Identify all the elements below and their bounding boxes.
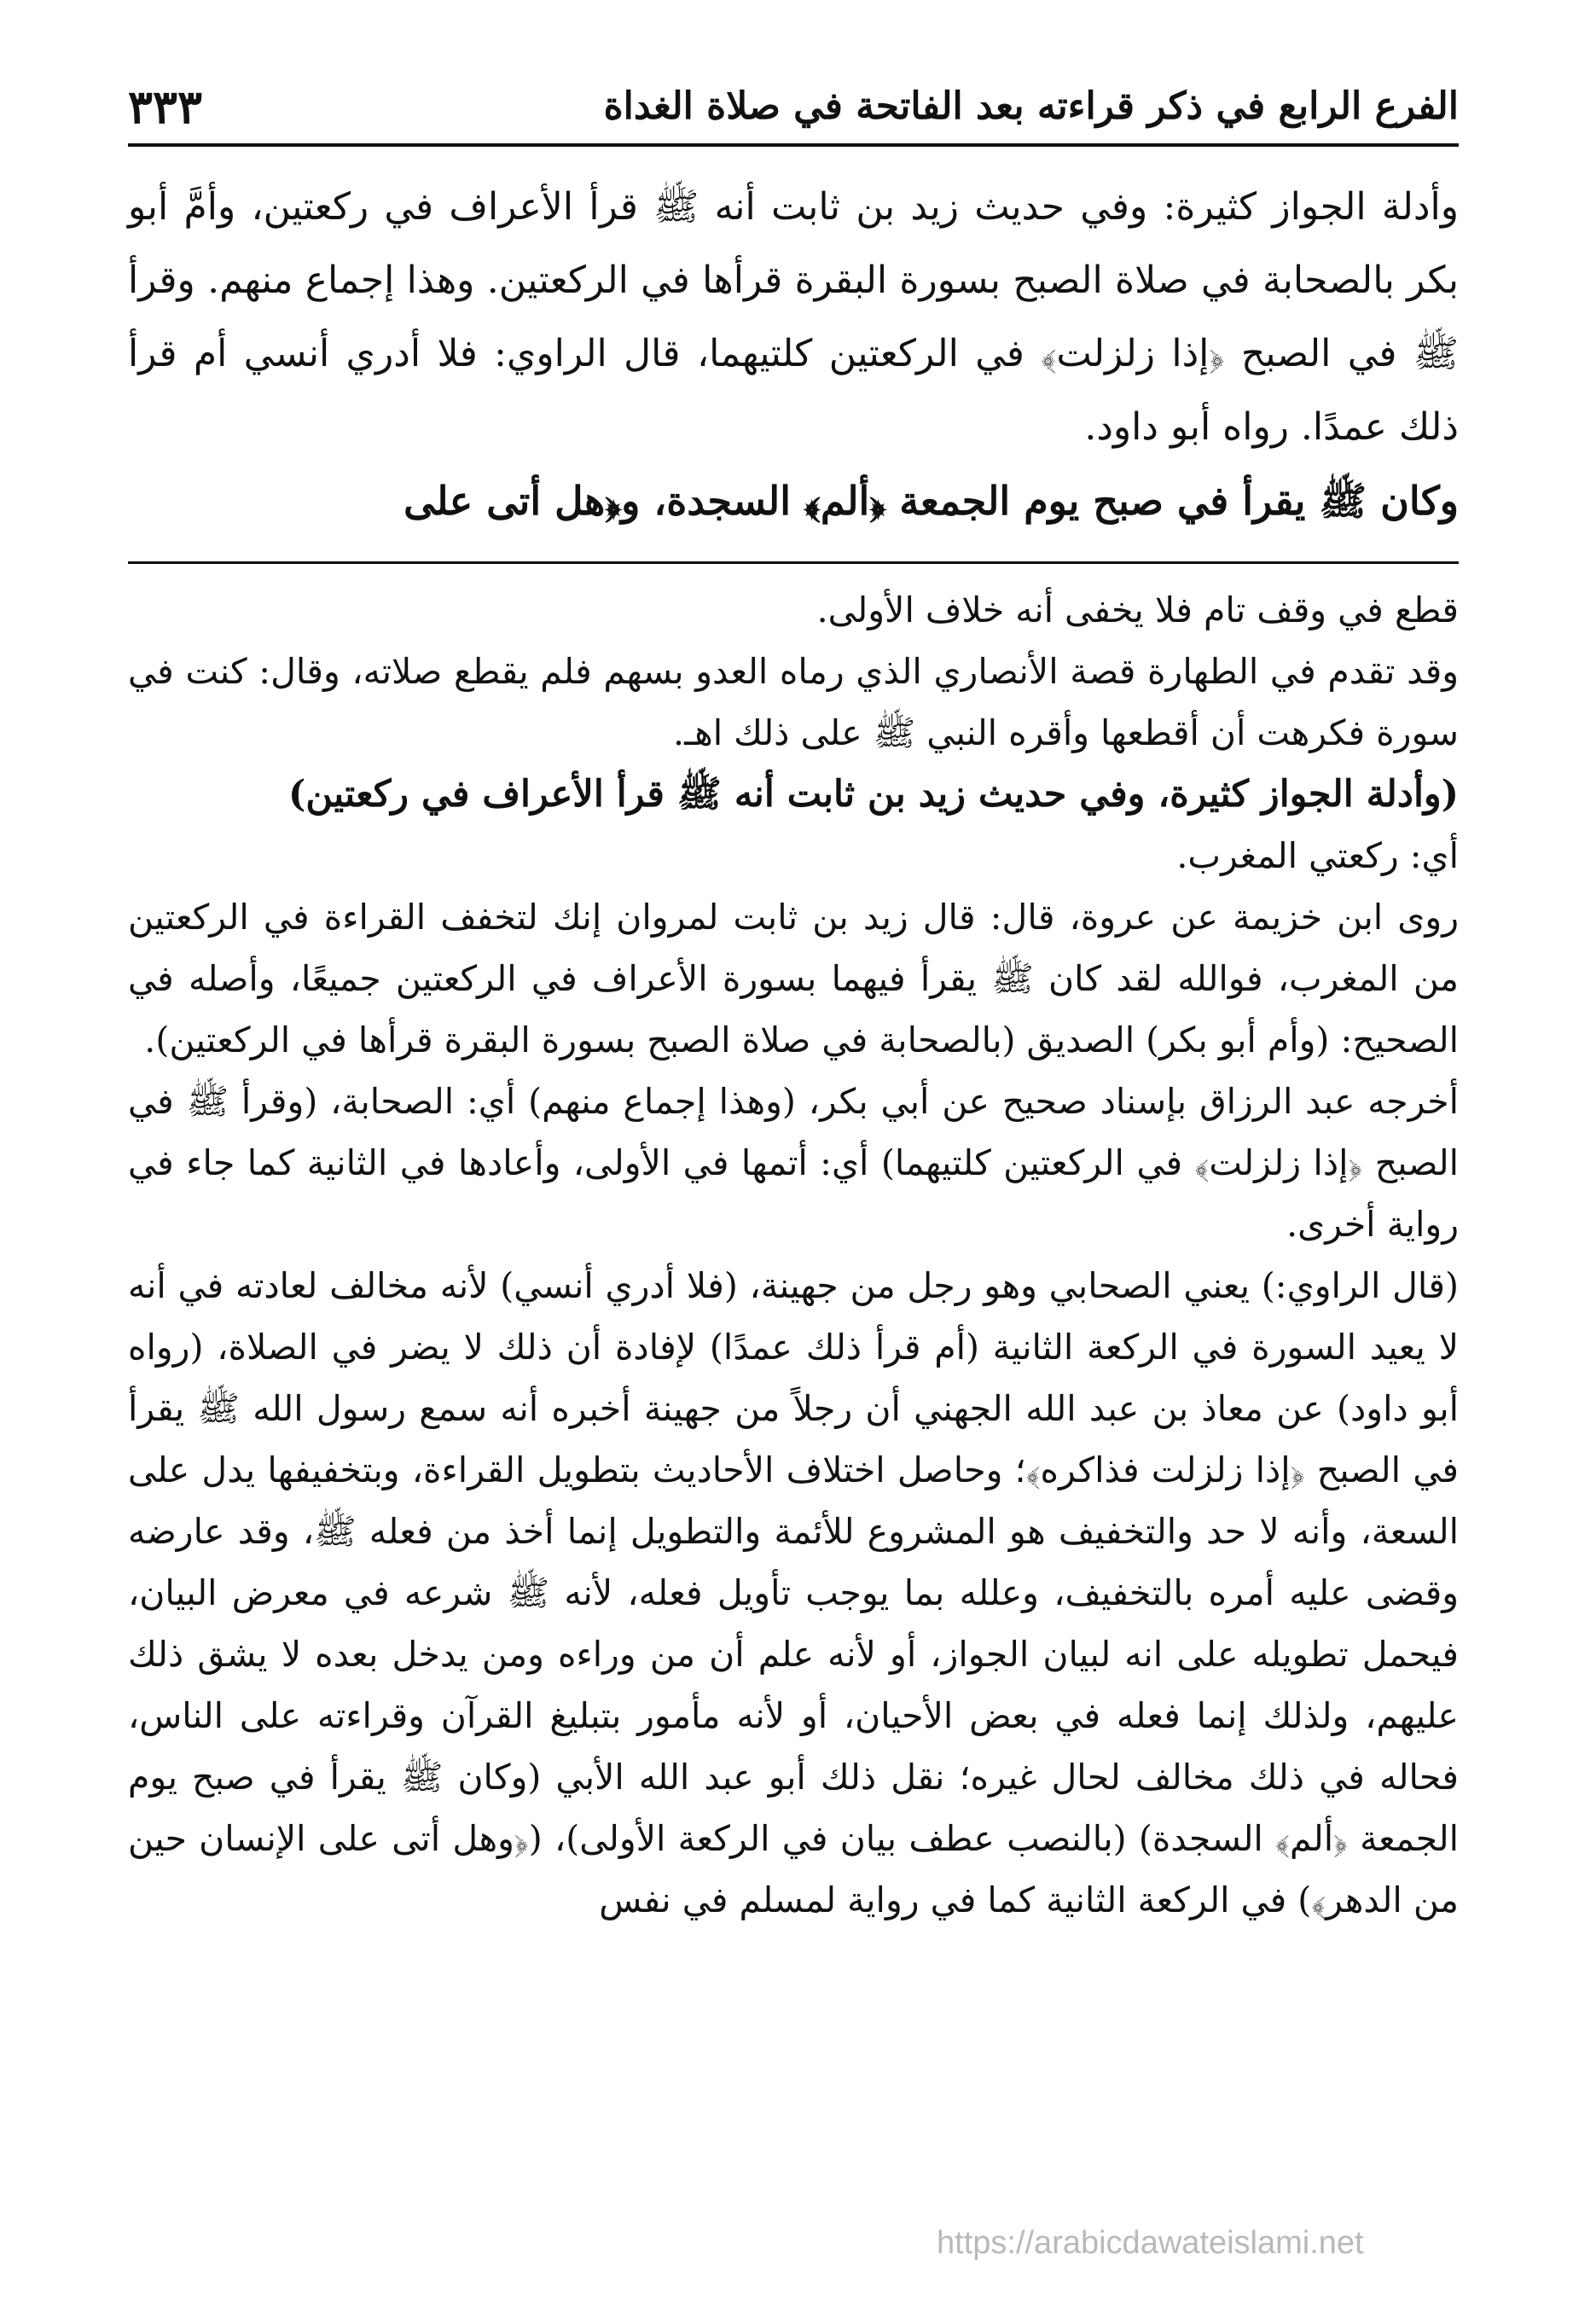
main-text-paragraph: وأدلة الجواز كثيرة: وفي حديث زيد بن ثابت أنه ﷺ قرأ الأعراف في ركعتين، وأمَّ أبو بكر بالصحابة في صلاة الصبح بسورة البقرة قرأها في الركعتين. وهذا إجماع منهم. وقرأ ﷺ في الصبح ﴿إذا زلزلت﴾ في الركعتين كلتيهما، قال الراوي: فلا أدري أنسي أم قرأ ذلك عمدًا. رواه أبو داود. xyxy=(128,185,1460,449)
commentary-paragraph: أخرجه عبد الرزاق بإسناد صحيح عن أبي بكر، (وهذا إجماع منهم) أي: الصحابة، (وقرأ ﷺ في الصبح ﴿إذا زلزلت﴾ في الركعتين كلتيهما) أي: أتمها في الأولى، وأعادها في الثانية كما جاء في رواية أخرى. xyxy=(128,1081,1459,1245)
page-number: ٣٣٣ xyxy=(128,79,203,134)
commentary-paragraph: قطع في وقف تام فلا يخفى أنه خلاف الأولى. xyxy=(816,590,1459,630)
running-header xyxy=(128,75,1459,147)
book-page xyxy=(128,75,1459,2259)
commentary-paragraph: روى ابن خزيمة عن عروة، قال: قال زيد بن ثابت لمروان إنك لتخفف القراءة في الركعتين من المغرب، فوالله لقد كان ﷺ يقرأ فيهما بسورة الأعراف في الركعتين جميعًا، وأصله في الصحيح: (وأم أبو بكر) الصديق (بالصحابة في صلاة الصبح بسورة البقرة قرأها في الركعتين). xyxy=(128,897,1459,1060)
main-text xyxy=(128,171,1459,537)
quoted-main-text: (وأدلة الجواز كثيرة، وفي حديث زيد بن ثابت أنه ﷺ قرأ الأعراف في ركعتين) xyxy=(288,773,1459,816)
text-separator-rule xyxy=(128,561,1459,564)
main-text-paragraph: وكان ﷺ يقرأ في صبح يوم الجمعة ﴿ألم﴾ السجدة، و﴿هل أتى على xyxy=(403,478,1459,524)
commentary-text xyxy=(128,579,1459,1931)
chapter-title: الفرع الرابع في ذكر قراءته بعد الفاتحة في صلاة الغداة xyxy=(603,84,1459,128)
commentary-paragraph: وقد تقدم في الطهارة قصة الأنصاري الذي رماه العدو بسهم فلم يقطع صلاته، وقال: كنت في سورة فكرهت أن أقطعها وأقره النبي ﷺ على ذلك اهـ. xyxy=(128,651,1459,753)
commentary-paragraph: أي: ركعتي المغرب. xyxy=(1176,835,1459,876)
commentary-paragraph: (قال الراوي:) يعني الصحابي وهو رجل من جهينة، (فلا أدري أنسي) لأنه مخالف لعادته في أنه لا يعيد السورة في الركعة الثانية (أم قرأ ذلك عمدًا) لإفادة أن ذلك لا يضر في الصلاة، (رواه أبو داود) عن معاذ بن عبد الله الجهني أن رجلاً من جهينة أخبره أنه سمع رسول الله ﷺ يقرأ في الصبح ﴿إذا زلزلت فذاكره﴾؛ وحاصل اختلاف الأحاديث بتطويل القراءة، وبتخفيفها يدل على السعة، وأنه لا حد والتخفيف هو المشروع للأئمة والتطويل إنما أخذ من فعله ﷺ، وقد عارضه وقضى عليه أمره بالتخفيف، وعلله بما يوجب تأويل فعله، لأنه ﷺ شرعه في معرض البيان، فيحمل تطويله على انه لبيان الجواز، أو لأنه علم أن من وراءه ومن يدخل بعده لا يشق ذلك عليهم، ولذلك إنما فعله في بعض الأحيان، أو لأنه مأمور بتبليغ القرآن وقراءته على الناس، فحاله في ذلك مخالف لحال غيره؛ نقل ذلك أبو عبد الله الأبي (وكان ﷺ يقرأ في صبح يوم الجمعة ﴿ألم﴾ السجدة) (بالنصب عطف بيان في الركعة الأولى)، (﴿وهل أتى على الإنسان حين من الدهر﴾) في الركعة الثانية كما في رواية لمسلم في نفس xyxy=(128,1265,1459,1920)
source-watermark: https://arabicdawateislami.net xyxy=(937,2225,1364,2261)
